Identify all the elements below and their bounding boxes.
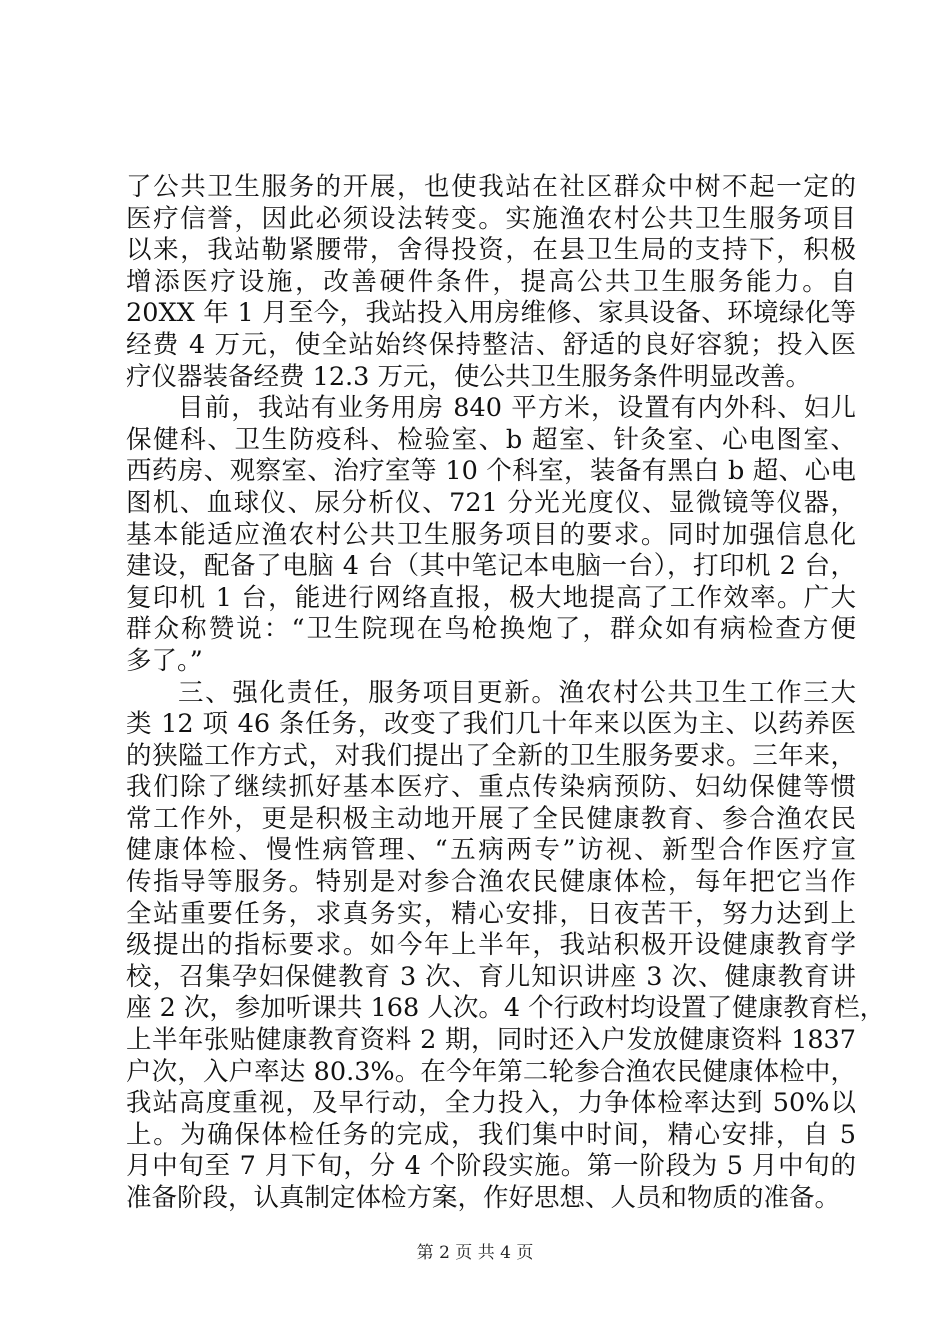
- text-line: 20XX 年 1 月至今，我站投入用房维修、家具设备、环境绿化等: [126, 298, 856, 329]
- text-line: 类 12 项 46 条任务，改变了我们几十年来以医为主、以药养医: [126, 709, 856, 740]
- text-line: 座 2 次，参加听课共 168 人次。4 个行政村均设置了健康教育栏，: [126, 993, 886, 1024]
- text-line: 目前，我站有业务用房 840 平方米，设置有内外科、妇儿: [178, 393, 856, 424]
- text-line: 西药房、观察室、治疗室等 10 个科室，装备有黑白 b 超、心电: [126, 456, 856, 487]
- page-number-footer: 第 2 页 共 4 页: [416, 1243, 534, 1263]
- paragraph: [126, 172, 856, 393]
- text-line: 健康体检、慢性病管理、“五病两专”访视、新型合作医疗宣: [126, 835, 856, 866]
- text-line: 校，召集孕妇保健教育 3 次、育儿知识讲座 3 次、健康教育讲: [126, 961, 856, 992]
- text-line: 医疗信誉，因此必须设法转变。实施渔农村公共卫生服务项目: [126, 203, 856, 234]
- paragraph: [126, 677, 886, 1215]
- text-line: 复印机 1 台，能进行网络直报，极大地提高了工作效率。广大: [126, 582, 856, 613]
- text-line: 群众称赞说：“卫生院现在鸟枪换炮了，群众如有病检查方便: [126, 614, 856, 645]
- paragraph: [126, 393, 856, 677]
- text-line: 上。为确保体检任务的完成，我们集中时间，精心安排，自 5: [126, 1119, 856, 1150]
- text-line: 建设，配备了电脑 4 台（其中笔记本电脑一台），打印机 2 台，: [126, 551, 856, 582]
- text-line: 月中旬至 7 月下旬，分 4 个阶段实施。第一阶段为 5 月中旬的: [126, 1151, 856, 1182]
- text-line: 上半年张贴健康教育资料 2 期，同时还入户发放健康资料 1837: [126, 1025, 856, 1056]
- text-line: 全站重要任务，求真务实，精心安排，日夜苦干，努力达到上: [126, 898, 856, 929]
- text-line: 经费 4 万元，使全站始终保持整洁、舒适的良好容貌；投入医: [126, 329, 856, 360]
- text-line: 户次，入户率达 80.3%。在今年第二轮参合渔农民健康体检中，: [126, 1056, 856, 1087]
- document-body: [126, 172, 886, 1215]
- text-line: 保健科、卫生防疫科、检验室、b 超室、针灸室、心电图室、: [126, 424, 856, 455]
- text-line: 我站高度重视，及早行动，全力投入，力争体检率达到 50%以: [126, 1088, 856, 1119]
- text-line: 准备阶段，认真制定体检方案，作好思想、人员和物质的准备。: [126, 1183, 841, 1213]
- text-line: 以来，我站勒紧腰带，舍得投资，在县卫生局的支持下，积极: [126, 235, 856, 266]
- text-line: 我们除了继续抓好基本医疗、重点传染病预防、妇幼保健等惯: [126, 772, 856, 803]
- text-line: 三、强化责任，服务项目更新。渔农村公共卫生工作三大: [178, 677, 856, 708]
- text-line: 级提出的指标要求。如今年上半年，我站积极开设健康教育学: [126, 930, 856, 961]
- text-line: 增添医疗设施，改善硬件条件，提高公共卫生服务能力。自: [126, 266, 856, 297]
- text-line: 多了。”: [126, 645, 203, 676]
- text-line: 疗仪器装备经费 12.3 万元，使公共卫生服务条件明显改善。: [126, 361, 811, 392]
- text-line: 传指导等服务。特别是对参合渔农民健康体检，每年把它当作: [126, 867, 856, 898]
- text-line: 的狭隘工作方式，对我们提出了全新的卫生服务要求。三年来，: [126, 740, 856, 771]
- text-line: 图机、血球仪、尿分析仪、721 分光光度仪、显微镜等仪器，: [126, 487, 856, 518]
- text-line: 了公共卫生服务的开展，也使我站在社区群众中树不起一定的: [126, 172, 856, 202]
- text-line: 常工作外，更是积极主动地开展了全民健康教育、参合渔农民: [126, 803, 856, 834]
- text-line: 基本能适应渔农村公共卫生服务项目的要求。同时加强信息化: [126, 519, 856, 550]
